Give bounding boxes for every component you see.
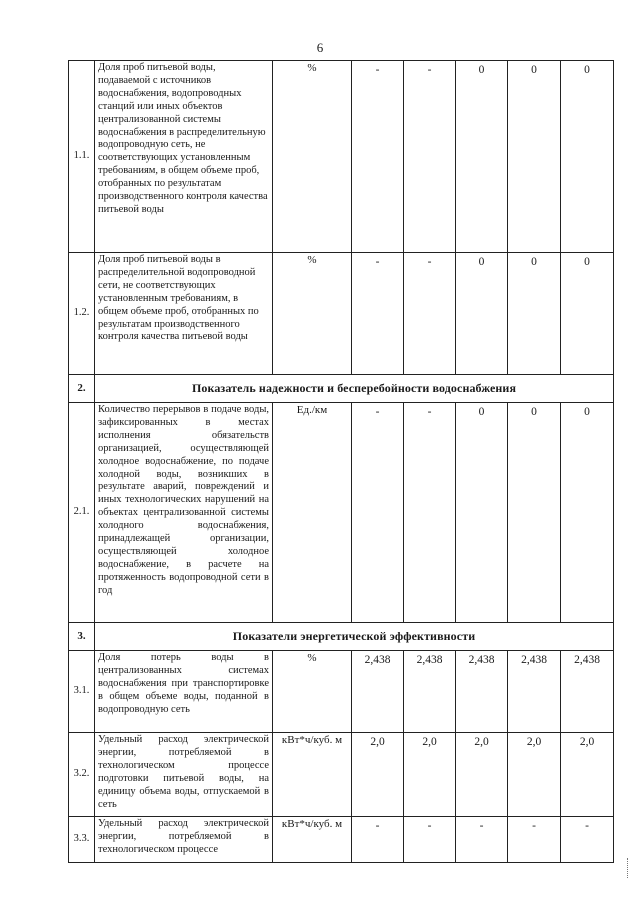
value-cell: 2,0: [404, 733, 456, 817]
value-cell: 2,438: [456, 651, 508, 733]
value-cell: 0: [456, 403, 508, 623]
value-cell: 0: [561, 253, 614, 375]
unit-cell: кВт*ч/куб. м: [273, 817, 352, 863]
value-cell: 2,0: [456, 733, 508, 817]
row-number: 1.1.: [69, 61, 95, 253]
section-number: 3.: [69, 623, 95, 651]
row-number: 2.1.: [69, 403, 95, 623]
table-row: [69, 651, 614, 733]
value-cell: -: [404, 403, 456, 623]
value-cell: 2,438: [561, 651, 614, 733]
row-number: 3.2.: [69, 733, 95, 817]
unit-cell: %: [273, 651, 352, 733]
value-cell: 0: [561, 403, 614, 623]
table-row: [69, 61, 614, 253]
row-number: 3.3.: [69, 817, 95, 863]
row-number: 3.1.: [69, 651, 95, 733]
value-cell: 0: [561, 61, 614, 253]
section-row: [69, 375, 614, 403]
value-cell: 2,438: [508, 651, 561, 733]
table-row: [69, 733, 614, 817]
value-cell: -: [352, 253, 404, 375]
value-cell: 0: [456, 61, 508, 253]
indicator-name: Доля проб питьевой воды, подаваемой с источников водоснабжения, водопроводных станций или иных объектов централизованной системы водоснабжения в распределительную водопроводную сеть, не соответствующих установленным требованиям, в общем объеме проб, отобранных по результатам производственного контроля качества питьевой воды: [95, 61, 273, 253]
value-cell: -: [404, 253, 456, 375]
section-number: 2.: [69, 375, 95, 403]
value-cell: -: [352, 403, 404, 623]
value-cell: 0: [508, 403, 561, 623]
value-cell: 2,438: [352, 651, 404, 733]
page-number: 6: [316, 40, 324, 55]
section-title: Показатель надежности и бесперебойности водоснабжения: [95, 375, 614, 403]
indicator-name: Доля потерь воды в централизованных системах водоснабжения при транспортировке в общем объеме воды, поданной в водопроводную сеть: [95, 651, 273, 733]
unit-cell: %: [273, 253, 352, 375]
unit-cell: кВт*ч/куб. м: [273, 733, 352, 817]
table-row: [69, 817, 614, 863]
value-cell: -: [561, 817, 614, 863]
value-cell: 2,0: [508, 733, 561, 817]
scan-edge-mark: [627, 858, 630, 878]
row-number: 1.2.: [69, 253, 95, 375]
value-cell: -: [404, 817, 456, 863]
value-cell: -: [352, 817, 404, 863]
value-cell: 0: [456, 253, 508, 375]
section-row: [69, 623, 614, 651]
indicator-name: Удельный расход электрической энергии, потребляемой в технологическом процессе подготовки питьевой воды, на единицу объема воды, отпускаемой в сеть: [95, 733, 273, 817]
indicator-name: Удельный расход электрической энергии, потребляемой в технологическом процессе: [95, 817, 273, 863]
indicators-table: [68, 60, 614, 863]
value-cell: 2,438: [404, 651, 456, 733]
unit-cell: Ед./км: [273, 403, 352, 623]
value-cell: 0: [508, 61, 561, 253]
table-row: [69, 403, 614, 623]
indicator-name: Доля проб питьевой воды в распределительной водопроводной сети, не соответствующих установленным требованиям, в общем объеме проб, отобранных по результатам производственного контроля качества питьевой воды: [95, 253, 273, 375]
section-title: Показатели энергетической эффективности: [95, 623, 614, 651]
value-cell: -: [456, 817, 508, 863]
value-cell: -: [404, 61, 456, 253]
value-cell: -: [508, 817, 561, 863]
unit-cell: %: [273, 61, 352, 253]
indicator-name: Количество перерывов в подаче воды, зафиксированных в местах исполнения обязательств организацией, осуществляющей холодное водоснабжение, по подаче холодной воды, возникших в результате аварий, повреждений и иных технологических нарушений на объектах централизованной системы холодного водоснабжения, принадлежащей организации, осуществляющей холодное водоснабжение, в расчете на протяженность водопроводной сети в год: [95, 403, 273, 623]
value-cell: 2,0: [561, 733, 614, 817]
value-cell: -: [352, 61, 404, 253]
value-cell: 2,0: [352, 733, 404, 817]
table-row: [69, 253, 614, 375]
value-cell: 0: [508, 253, 561, 375]
